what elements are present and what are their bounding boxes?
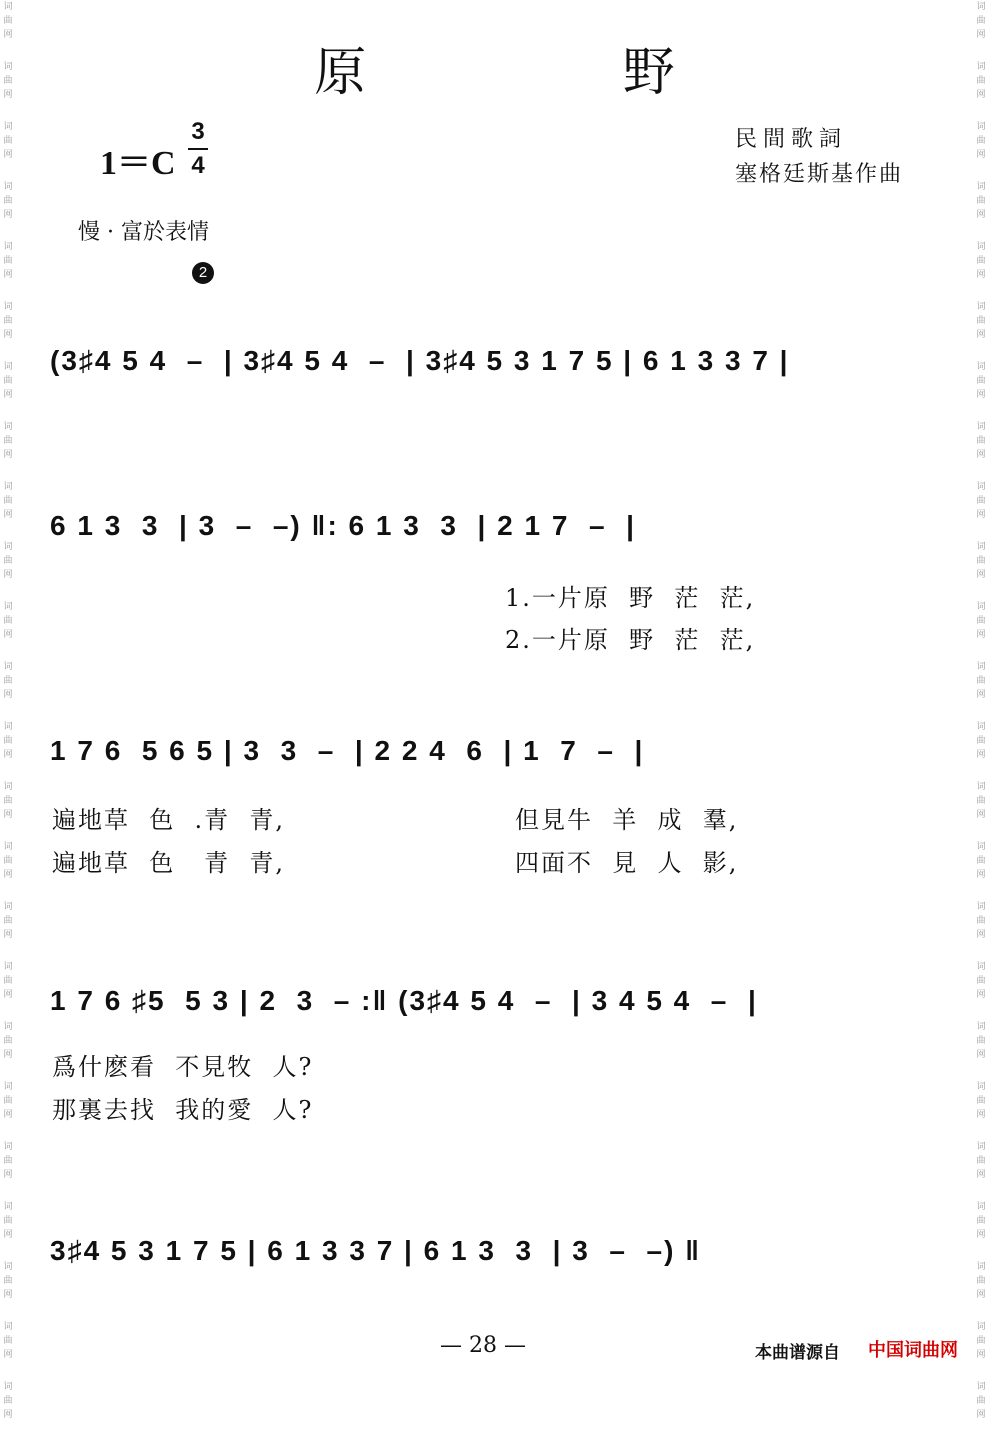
composer-credit: 塞格廷斯基作曲 <box>735 162 904 187</box>
lyric-line-2-verse-1a: 遍地草 色 .青 青, <box>52 806 286 834</box>
page-number: — 28 — <box>440 1333 526 1358</box>
circle-number-mark: 2 <box>192 262 214 284</box>
lyric-line-2-verse-2a: 遍地草 色 青 青, <box>52 849 286 877</box>
score-line-2: 6 1 3 3 | 3 – –) ‖: 6 1 3 3 | 2 1 7 – | <box>50 510 636 541</box>
score-line-5: 3♯4 5 3 1 7 5 | 6 1 3 3 7 | 6 1 3 3 | 3 – –) ‖ <box>50 1235 702 1266</box>
side-watermark-left: 词 曲 网 词 曲 网 词 曲 网 词 曲 网 词 曲 网 词 曲 网 词 曲 网 词 曲 网 词 曲 网 词 曲 网 词 曲 网 词 曲 网 词 曲 网 词 曲 网 词 曲 网 词 曲 网 词 曲 网 词 曲 网 词 曲 网 词 曲 网 词 曲 网 词 曲 网 词 曲 网 词 曲 网 <box>3 2 13 1420</box>
lyric-line-3-verse-2: 那裏去找 我的愛 人? <box>52 1096 314 1124</box>
lyric-line-2-verse-2b: 四面不 見 人 影, <box>515 849 739 877</box>
time-signature <box>188 118 208 180</box>
lyric-line-3-verse-1: 爲什麽看 不見牧 人? <box>52 1053 314 1081</box>
source-site-link[interactable]: 中国词曲网 <box>868 1340 958 1361</box>
score-line-1: (3♯4 5 4 – | 3♯4 5 4 – | 3♯4 5 3 1 7 5 | 6 1 3 3 7 | <box>50 345 790 376</box>
source-label: 本曲谱源自 <box>755 1343 840 1363</box>
lyric-line-1-verse-1: 1.一片原 野 茫 茫, <box>505 584 756 612</box>
lyricist-credit: 民間歌詞 <box>735 127 848 152</box>
time-sig-divider <box>188 148 208 150</box>
key-signature: 1＝C <box>100 145 176 182</box>
side-watermark-right: 词 曲 网 词 曲 网 词 曲 网 词 曲 网 词 曲 网 词 曲 网 词 曲 网 词 曲 网 词 曲 网 词 曲 网 词 曲 网 词 曲 网 词 曲 网 词 曲 网 词 曲 网 词 曲 网 词 曲 网 词 曲 网 词 曲 网 词 曲 网 词 曲 网 词 曲 网 词 曲 网 词 曲 网 <box>976 2 986 1420</box>
time-sig-bottom: 4 <box>191 152 205 179</box>
lyric-line-1-verse-2: 2.一片原 野 茫 茫, <box>505 626 756 654</box>
time-sig-top: 3 <box>191 118 205 145</box>
lyric-line-2-verse-1b: 但見牛 羊 成 羣, <box>515 806 739 834</box>
score-line-4: 1 7 6 ♯5 5 3 | 2 3 – :‖ (3♯4 5 4 – | 3 4 5 4 – | <box>50 985 758 1016</box>
tempo-marking: 慢 · 富於表情 <box>78 220 209 245</box>
song-title: 原 野 <box>314 43 795 103</box>
score-line-3: 1 7 6 5 6 5 | 3 3 – | 2 2 4 6 | 1 7 – | <box>50 735 645 766</box>
